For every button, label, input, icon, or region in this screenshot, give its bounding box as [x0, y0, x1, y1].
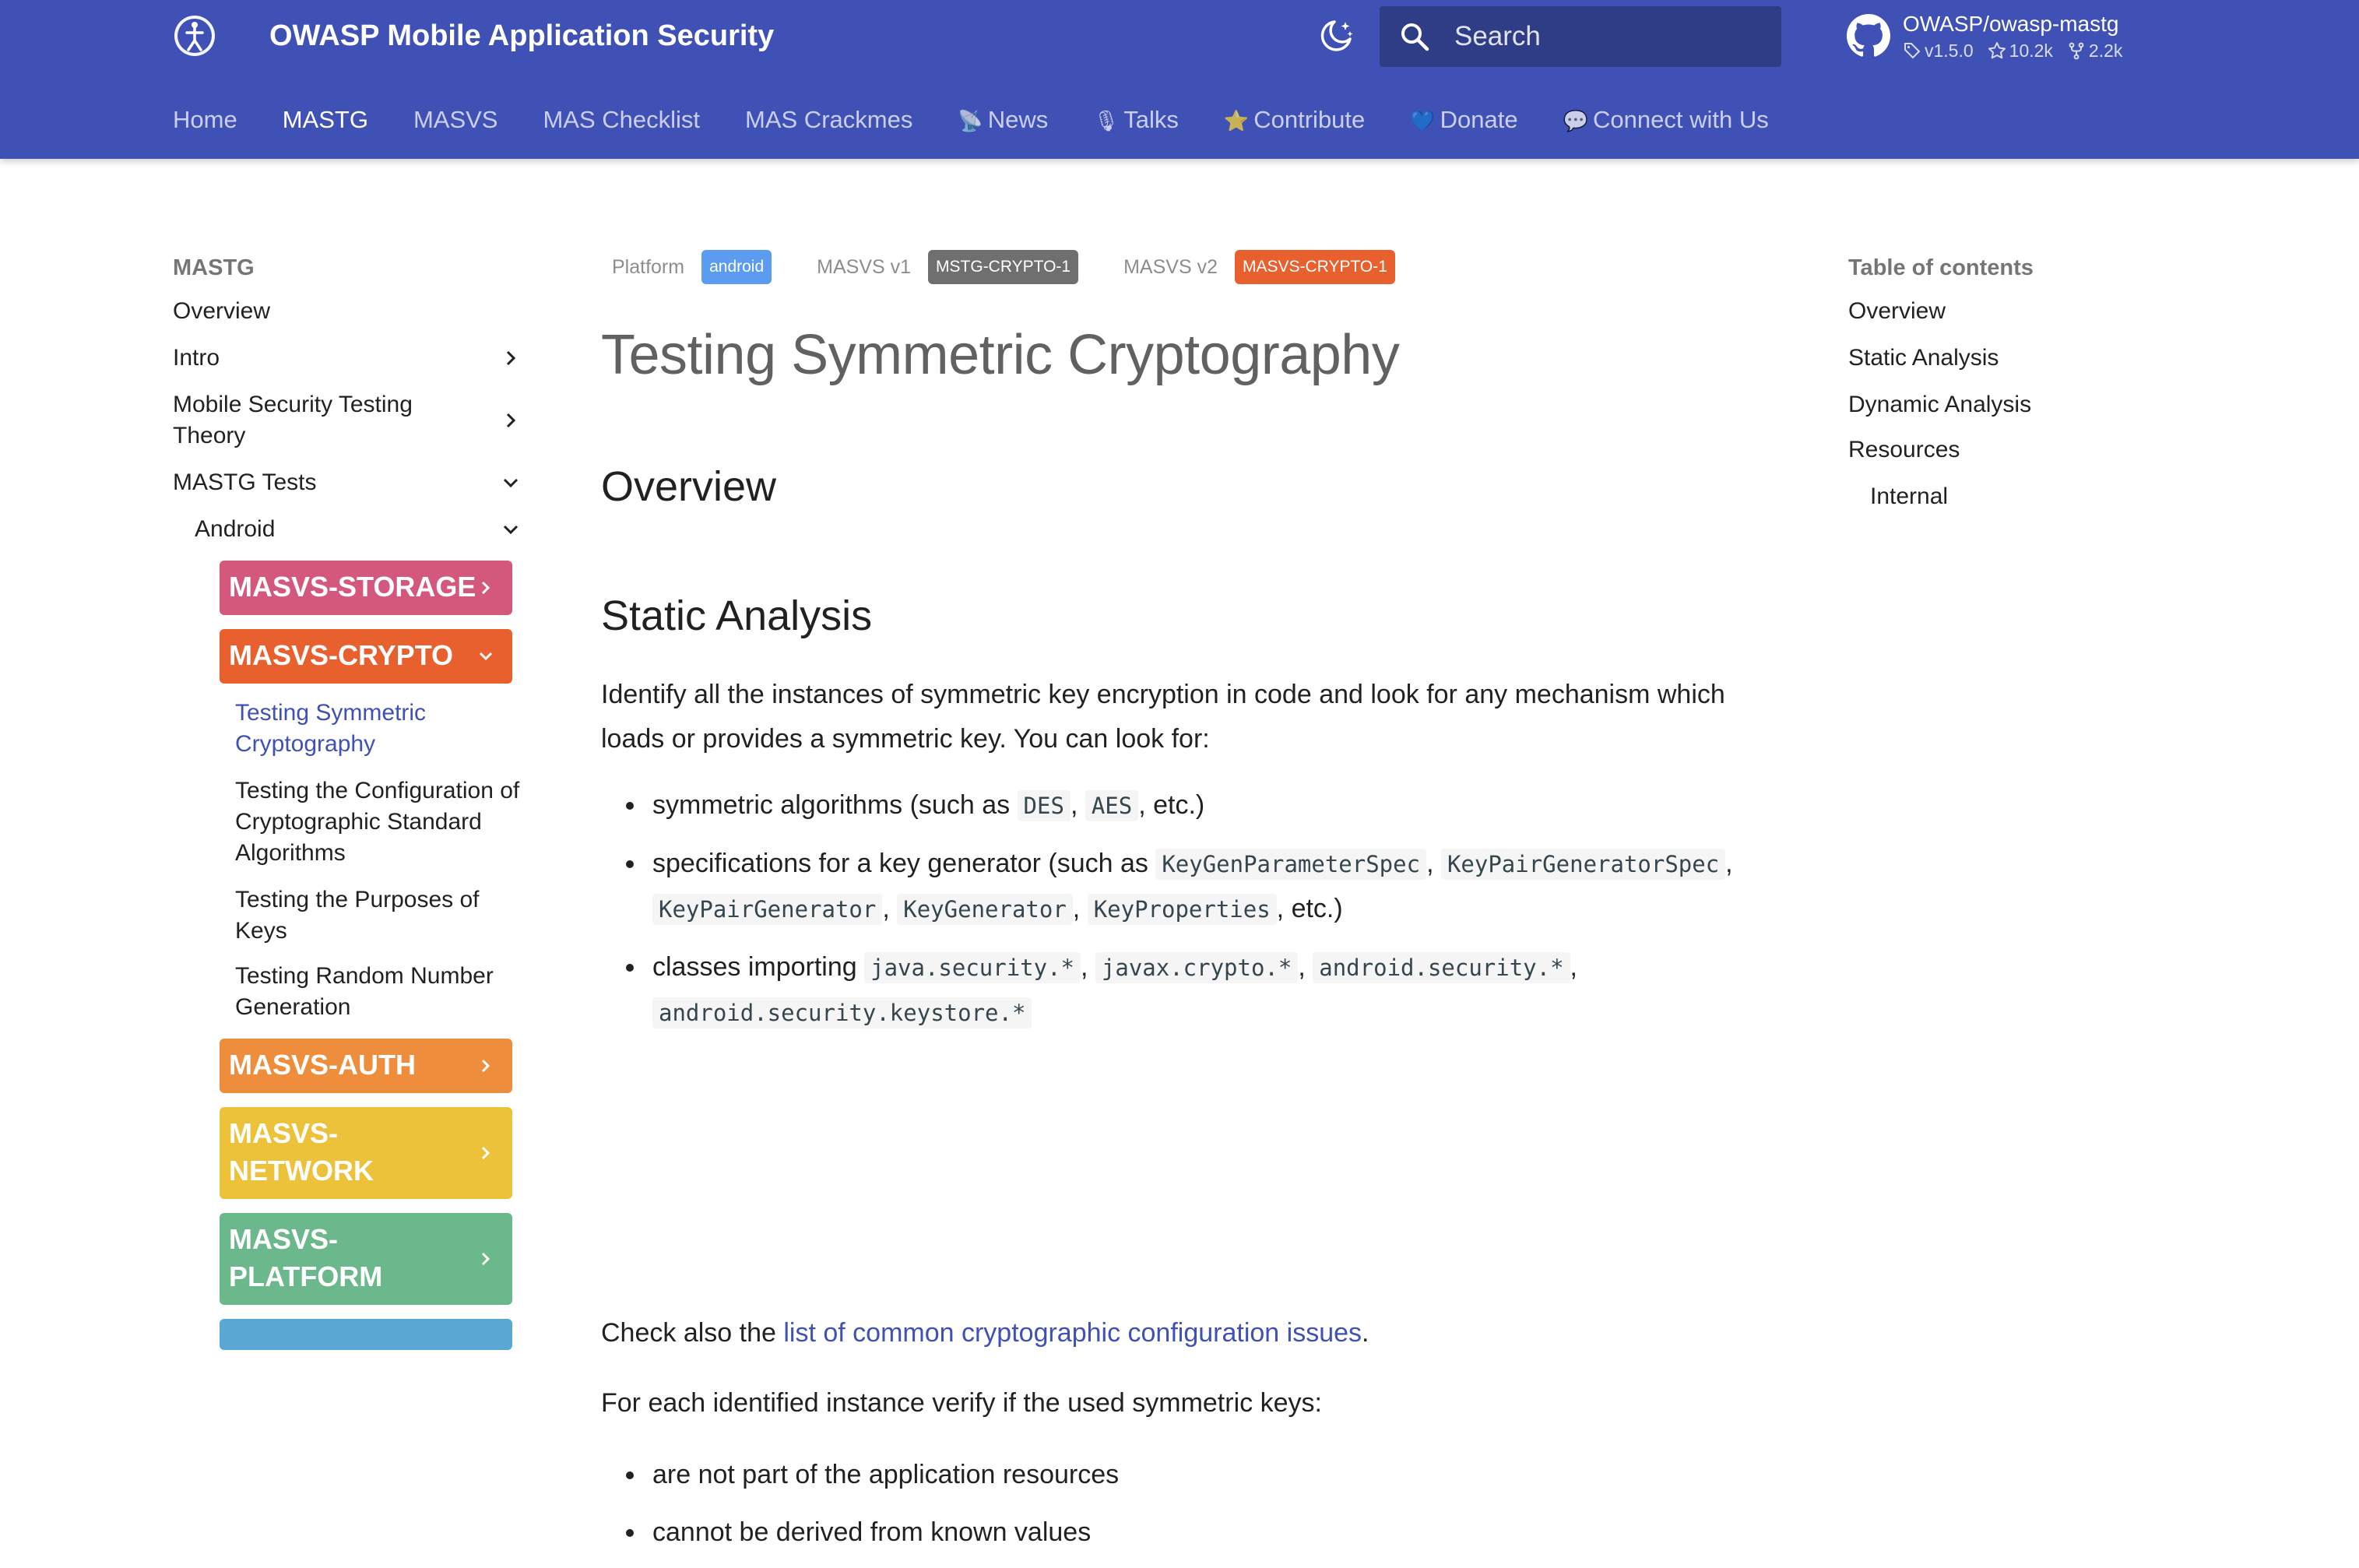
- list-item: classes importing java.security.* , javax.crypto.* , android.security.* , android.security.keystore.*: [652, 945, 1789, 1035]
- page-badges: [612, 249, 1440, 285]
- masvs-crypto-category[interactable]: [220, 629, 512, 684]
- static-analysis-intro: Identify all the instances of symmetric key encryption in code and look for any mechanism which loads or provides a symmetric key. You can look for:: [601, 680, 1725, 754]
- tab-connect[interactable]: [1563, 98, 1769, 142]
- category-label: MASVS-STORAGE: [229, 571, 476, 603]
- category-label: MASVS-CRYPTO: [229, 639, 454, 671]
- code-android-security-keystore: android.security.keystore.*: [652, 997, 1032, 1028]
- sidebar-item-label: Mobile Security Testing Theory: [173, 392, 413, 448]
- tab-label: MASTG: [282, 106, 368, 133]
- toc-item-overview[interactable]: Overview: [1848, 298, 1946, 324]
- code-keyproperties: KeyProperties: [1088, 894, 1277, 925]
- masvs-auth-category[interactable]: [220, 1039, 512, 1093]
- list-item: are not part of the application resources: [652, 1453, 1789, 1497]
- sidebar-item-mobile-security-testing-theory[interactable]: [173, 389, 523, 452]
- page-title: Testing Symmetric Cryptography: [601, 324, 1400, 386]
- toc-item-resources[interactable]: Resources: [1848, 437, 1960, 462]
- tab-mas-checklist[interactable]: [543, 98, 700, 142]
- star-icon: ⭐: [1223, 110, 1250, 133]
- tag-icon: [1903, 41, 1921, 60]
- masvs-v1-label: MASVS v1: [817, 255, 912, 278]
- star-icon: [1988, 41, 2006, 60]
- static-analysis-heading: Static Analysis: [601, 592, 873, 639]
- masvs-v2-badge[interactable]: MASVS-CRYPTO-1: [1235, 250, 1395, 284]
- repo-forks-text: 2.2k: [2088, 40, 2123, 61]
- code-keypairgenerator: KeyPairGenerator: [652, 894, 882, 925]
- sidebar-link-label: Testing the Purposes of Keys: [235, 887, 480, 944]
- overview-heading: Overview: [601, 463, 777, 510]
- masvs-storage-category[interactable]: [220, 561, 512, 615]
- sidebar-link-testing-configuration-crypto-algorithms[interactable]: [235, 775, 523, 869]
- sidebar-item-label: Overview: [173, 298, 271, 324]
- sidebar-item-mastg-tests[interactable]: [173, 467, 523, 498]
- code-keygenparameterspec: KeyGenParameterSpec: [1155, 849, 1426, 880]
- list-text: specifications for a key generator (such as: [652, 849, 1156, 878]
- list-item: symmetric algorithms (such as DES , AES , etc.): [652, 783, 1789, 828]
- sidebar-link-testing-purposes-of-keys[interactable]: [235, 884, 523, 947]
- chevron-right-icon: [475, 577, 497, 599]
- tab-masvs[interactable]: [413, 98, 498, 142]
- sidebar-link-label: Testing Random Number Generation: [235, 963, 494, 1020]
- tab-label: MASVS: [413, 106, 498, 133]
- tab-label: MAS Checklist: [543, 106, 701, 133]
- sidebar-link-label: Testing Symmetric Cryptography: [235, 700, 427, 757]
- crypto-config-issues-link[interactable]: list of common cryptographic configuration issues: [783, 1318, 1362, 1348]
- chevron-down-icon[interactable]: [498, 517, 523, 542]
- tab-label: Connect with Us: [1593, 106, 1769, 133]
- repo-stars: [1988, 39, 2053, 62]
- dark-mode-toggle-icon[interactable]: [1316, 16, 1356, 56]
- microphone-icon: 🎙: [1093, 110, 1120, 133]
- sidebar-item-intro[interactable]: [173, 343, 523, 374]
- site-header: [0, 0, 2359, 159]
- sidebar-item-overview[interactable]: [173, 296, 523, 327]
- category-label: MASVS-AUTH: [229, 1049, 416, 1081]
- tab-talks[interactable]: [1093, 98, 1179, 142]
- list-text: , etc.): [1138, 790, 1205, 820]
- masvs-v1-badge[interactable]: MSTG-CRYPTO-1: [928, 250, 1078, 284]
- repo-version-text: v1.5.0: [1925, 40, 1974, 61]
- tab-mastg[interactable]: [283, 98, 368, 142]
- repo-facts: [1903, 39, 2122, 62]
- header-tabs: [173, 98, 1814, 142]
- tab-donate[interactable]: [1410, 98, 1517, 142]
- toc-item-dynamic-analysis[interactable]: Dynamic Analysis: [1848, 392, 2032, 417]
- category-label: MASVS-PLATFORM: [229, 1223, 383, 1292]
- masvs-platform-category[interactable]: [220, 1213, 512, 1305]
- github-icon: [1847, 14, 1890, 58]
- sidebar-link-testing-symmetric-cryptography[interactable]: [235, 698, 523, 760]
- search-box[interactable]: [1380, 6, 1781, 67]
- tab-label: Home: [173, 106, 237, 133]
- toc-title: Table of contents: [1848, 255, 2034, 280]
- masvs-v2-label: MASVS v2: [1123, 255, 1218, 278]
- code-android-security: android.security.*: [1313, 952, 1570, 983]
- blue-heart-icon: 💙: [1410, 110, 1436, 133]
- tab-label: Donate: [1440, 106, 1518, 133]
- tab-mas-crackmes[interactable]: [745, 98, 912, 142]
- repo-name: OWASP/owasp-mastg: [1903, 12, 2119, 36]
- chevron-right-icon: [475, 1248, 497, 1270]
- sidebar-item-label: MASTG Tests: [173, 469, 317, 495]
- satellite-icon: 📡: [958, 110, 983, 133]
- speech-bubble-icon: 💬: [1563, 110, 1588, 133]
- category-label: MASVS-NETWORK: [229, 1117, 374, 1187]
- sidebar-link-testing-random-number-generation[interactable]: [235, 961, 523, 1023]
- chevron-right-icon: [475, 1055, 497, 1077]
- list-item: cannot be derived from known values: [652, 1510, 1789, 1555]
- code-keygenerator: KeyGenerator: [897, 894, 1073, 925]
- chevron-right-icon[interactable]: [498, 346, 523, 371]
- sidebar-link-label: Testing the Configuration of Cryptographic Standard Algorithms: [235, 778, 520, 866]
- code-javax-crypto: javax.crypto.*: [1095, 952, 1298, 983]
- tab-label: MAS Crackmes: [745, 106, 913, 133]
- check-also-text: Check also the: [601, 1318, 784, 1348]
- repo-forks: [2067, 39, 2122, 62]
- site-title[interactable]: OWASP Mobile Application Security: [269, 19, 775, 52]
- tab-contribute[interactable]: [1224, 98, 1365, 142]
- sidebar-item-android[interactable]: [195, 514, 523, 545]
- check-also-text: .: [1362, 1318, 1369, 1348]
- search-icon: [1398, 20, 1431, 53]
- masvs-next-category[interactable]: [220, 1319, 512, 1350]
- tab-label: Contribute: [1253, 106, 1366, 133]
- list-text: , etc.): [1276, 894, 1343, 923]
- lookup-list: [652, 783, 1789, 1049]
- chevron-right-icon: [475, 1142, 497, 1164]
- list-item: specifications for a key generator (such as KeyGenParameterSpec , KeyPairGeneratorSpec , KeyPairGenerator , KeyGenerator , KeyProperties , etc.): [652, 842, 1789, 932]
- tab-label: News: [987, 106, 1049, 133]
- code-java-security: java.security.*: [864, 952, 1081, 983]
- toc-item-static-analysis[interactable]: Static Analysis: [1848, 345, 1999, 371]
- search-input[interactable]: [1454, 6, 1766, 67]
- list-text: symmetric algorithms (such as: [652, 790, 1018, 820]
- chevron-down-icon[interactable]: [498, 470, 523, 495]
- chevron-right-icon[interactable]: [498, 408, 523, 433]
- sidebar-title: MASTG: [173, 255, 255, 280]
- tab-label: Talks: [1123, 106, 1179, 133]
- platform-label: Platform: [612, 255, 685, 278]
- code-keypairgeneratorspec: KeyPairGeneratorSpec: [1441, 849, 1725, 880]
- code-aes: AES: [1085, 790, 1138, 821]
- toc-item-internal[interactable]: Internal: [1870, 483, 1949, 509]
- verify-paragraph: For each identified instance verify if the used symmetric keys:: [601, 1388, 1322, 1418]
- fork-icon: [2067, 41, 2086, 60]
- verify-list: [652, 1453, 1789, 1568]
- repo-version: [1903, 39, 1974, 62]
- sidebar-item-label: Intro: [173, 345, 220, 371]
- list-text: classes importing: [652, 952, 865, 982]
- chevron-down-icon: [475, 645, 497, 667]
- platform-badge: android: [701, 250, 772, 284]
- masvs-network-category[interactable]: [220, 1107, 512, 1199]
- owasp-logo[interactable]: [173, 14, 216, 58]
- code-des: DES: [1018, 790, 1071, 821]
- repo-stars-text: 10.2k: [2009, 40, 2053, 61]
- check-also-paragraph: [601, 1311, 1784, 1355]
- tab-home[interactable]: [173, 98, 237, 142]
- sidebar-item-label: Android: [195, 516, 276, 542]
- tab-news[interactable]: [958, 98, 1048, 142]
